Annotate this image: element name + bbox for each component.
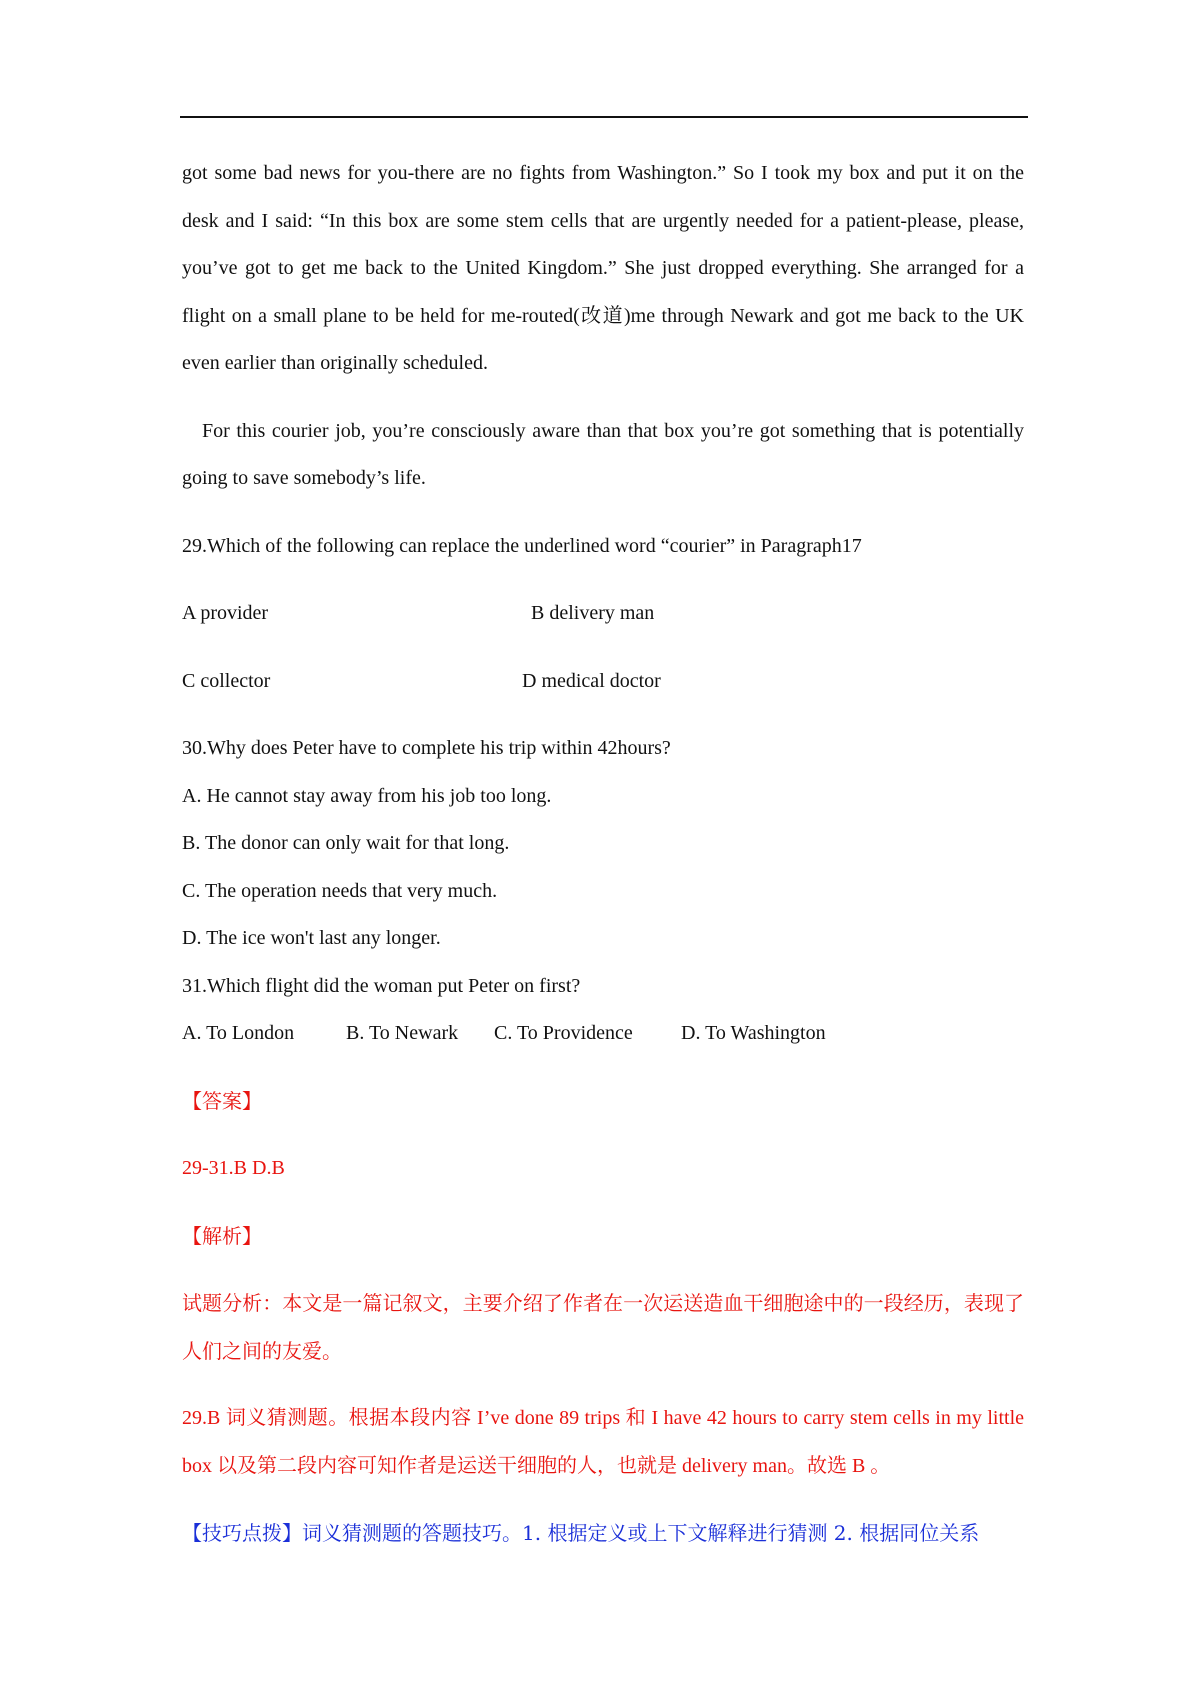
analysis-summary: 试题分析：本文是一篇记叙文，主要介绍了作者在一次运送造血干细胞途中的一段经历，表现了人们之间的友爱。 bbox=[182, 1291, 1024, 1363]
question-29-option-d: D medical doctor bbox=[522, 669, 661, 692]
question-30-option-d: D. The ice won't last any longer. bbox=[182, 927, 441, 949]
page-content bbox=[182, 150, 1024, 1558]
question-29-options-row-1 bbox=[182, 590, 1024, 638]
answer-text: 29-31.B D.B bbox=[182, 1157, 285, 1179]
passage-paragraph-2: For this courier job, you’re consciously aware than that box you’re got something that is potentially going to save somebody’s life. bbox=[182, 419, 1024, 489]
question-31-option-a: A. To London bbox=[182, 1022, 295, 1044]
question-30-stem: 30.Why does Peter have to complete his trip within 42hours? bbox=[182, 737, 671, 759]
header-rule bbox=[180, 116, 1028, 118]
question-29-option-a: A provider bbox=[182, 602, 269, 624]
answer-heading: 【答案】 bbox=[182, 1088, 262, 1113]
question-29-option-b: B delivery man bbox=[531, 602, 655, 624]
question-31-stem: 31.Which flight did the woman put Peter on first? bbox=[182, 974, 581, 997]
question-29-option-c: C collector bbox=[182, 669, 271, 692]
question-31-option-b: B. To Newark bbox=[346, 1022, 459, 1044]
question-31-option-d: D. To Washington bbox=[681, 1022, 826, 1044]
question-30-option-b: B. The donor can only wait for that long. bbox=[182, 832, 510, 854]
question-29-options-row-2 bbox=[182, 658, 1024, 706]
question-31-option-c: C. To Providence bbox=[494, 1022, 633, 1044]
question-30-options bbox=[182, 773, 1024, 963]
passage-paragraph-1: got some bad news for you-there are no fights from Washington.” So I took my box and put it on the desk and I said: “In this box are some stem cells that are urgently needed for a patient-please, please, you’ve got to get me back to the United Kingdom.” She just dropped everything. She arranged for a flight on a small plane to be held for me-routed(改道)me through Newark and got me back to the UK even earlier than originally scheduled. bbox=[182, 162, 1024, 374]
question-31-options bbox=[182, 1010, 1024, 1058]
question-30-option-a: A. He cannot stay away from his job too long. bbox=[182, 784, 552, 807]
question-29-stem: 29.Which of the following can replace the underlined word “courier” in Paragraph17 bbox=[182, 534, 862, 557]
question-30-option-c: C. The operation needs that very much. bbox=[182, 879, 498, 902]
analysis-question-29: 29.B 词义猜测题。根据本段内容 I’ve done 89 trips 和 I have 42 hours to carry stem cells in my little box 以及第二段内容可知作者是运送干细胞的人，也就是 delivery man。故选 B 。 bbox=[182, 1407, 1024, 1477]
analysis-tip: 【技巧点拨】词义猜测题的答题技巧。1. 根据定义或上下文解释进行猜测 2. 根据同位关系 bbox=[182, 1521, 980, 1545]
analysis-heading: 【解析】 bbox=[182, 1223, 262, 1248]
